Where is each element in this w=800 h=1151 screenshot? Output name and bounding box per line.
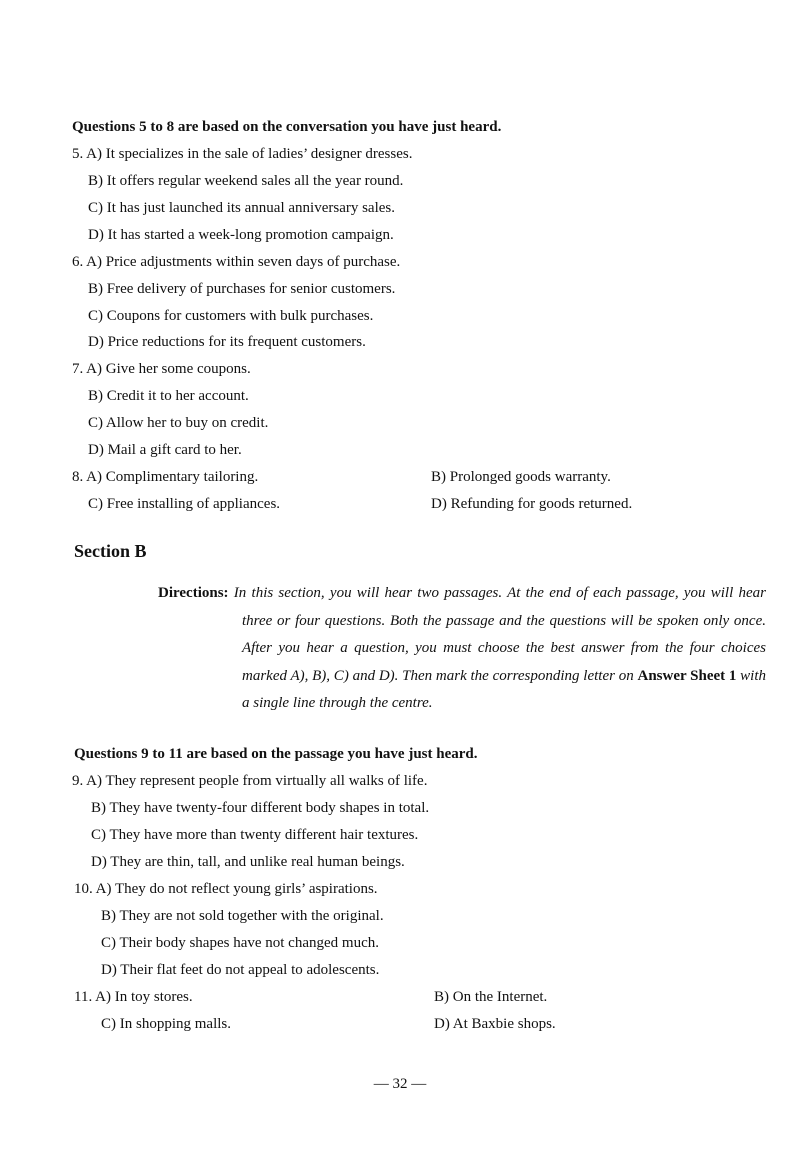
section-b-title: Section B <box>74 541 147 561</box>
q7-option-a: 7. A) Give her some coupons. <box>72 361 251 377</box>
q8-option-c: C) Free installing of appliances. <box>88 496 281 512</box>
q8-option-b: B) Prolonged goods warranty. <box>431 469 611 485</box>
q8-option-d: D) Refunding for goods returned. <box>431 496 633 512</box>
q5-option-b: B) It offers regular weekend sales all the year round. <box>88 173 404 189</box>
q6-option-a: 6. A) Price adjustments within seven days of purchase. <box>72 254 401 270</box>
q9-option-d: D) They are thin, tall, and unlike real human beings. <box>91 854 405 870</box>
questions-9-11-heading: Questions 9 to 11 are based on the passage you have just heard. <box>74 746 478 762</box>
q5-option-d: D) It has started a week-long promotion campaign. <box>88 227 394 243</box>
q7-option-b: B) Credit it to her account. <box>88 388 249 404</box>
q7-option-d: D) Mail a gift card to her. <box>88 442 242 458</box>
answer-sheet-label: Answer Sheet 1 <box>637 667 737 684</box>
q10-option-d: D) Their flat feet do not appeal to adolescents. <box>101 962 380 978</box>
q11-option-b: B) On the Internet. <box>434 989 548 1005</box>
q9-option-c: C) They have more than twenty different hair textures. <box>91 827 419 843</box>
q9-option-a: 9. A) They represent people from virtually all walks of life. <box>72 773 428 789</box>
questions-5-8-heading: Questions 5 to 8 are based on the conversation you have just heard. <box>72 119 502 135</box>
q10-option-b: B) They are not sold together with the original. <box>101 908 384 924</box>
section-b-directions <box>74 580 766 718</box>
q6-option-d: D) Price reductions for its frequent customers. <box>88 334 366 350</box>
q11-option-c: C) In shopping malls. <box>101 1016 231 1032</box>
directions-label: Directions: <box>158 585 229 601</box>
directions-text-1: In this section, you will hear two passages. At the end of each passage, you will hear three or four questions. Both the passage and the questions will be spoken only once. After you hear a question, you must choose the best answer from the four choices marked A), B), C) and D). Then mark the corresponding letter on <box>233 585 767 684</box>
q9-option-b: B) They have twenty-four different body shapes in total. <box>91 800 430 816</box>
q11-option-a: 11. A) In toy stores. <box>74 989 193 1005</box>
q6-option-b: B) Free delivery of purchases for senior customers. <box>88 281 396 297</box>
page-number: — 32 — <box>373 1076 427 1092</box>
q6-option-c: C) Coupons for customers with bulk purchases. <box>88 308 374 324</box>
q7-option-c: C) Allow her to buy on credit. <box>88 415 269 431</box>
directions-text-2: with a single line through the centre. <box>242 667 766 711</box>
q10-option-a: 10. A) They do not reflect young girls’ aspirations. <box>74 881 378 897</box>
q11-option-d: D) At Baxbie shops. <box>434 1016 556 1032</box>
q5-option-c: C) It has just launched its annual anniversary sales. <box>88 200 396 216</box>
q5-option-a: 5. A) It specializes in the sale of ladies’ designer dresses. <box>72 146 413 162</box>
q8-option-a: 8. A) Complimentary tailoring. <box>72 469 259 485</box>
q10-option-c: C) Their body shapes have not changed much. <box>101 935 379 951</box>
